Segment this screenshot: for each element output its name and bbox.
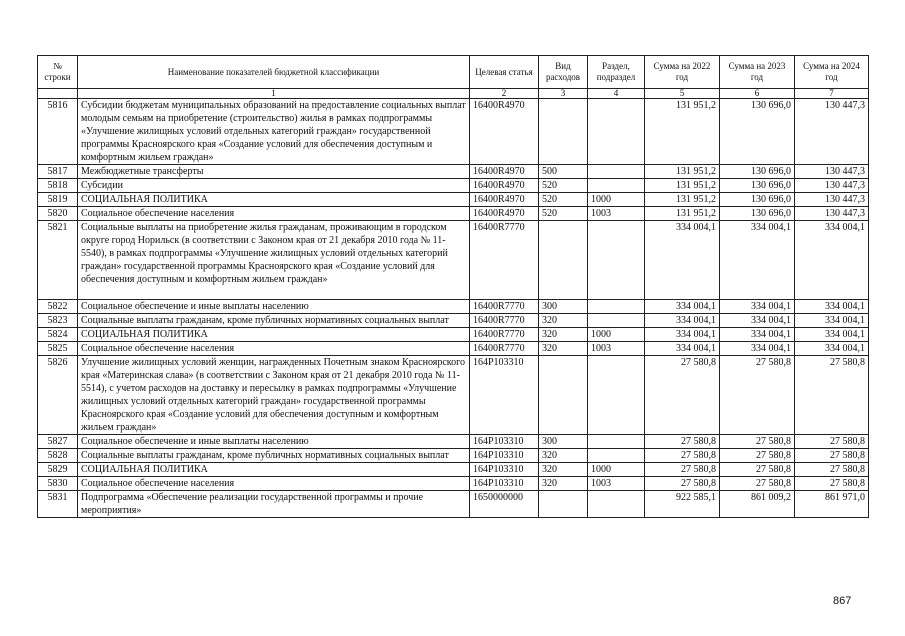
header-target: Целевая статья <box>470 56 539 89</box>
header-sum-2022: Сумма на 2022 год <box>645 56 720 89</box>
row-section <box>588 99 645 165</box>
row-number: 5817 <box>38 165 78 179</box>
table-row <box>38 314 869 328</box>
table-row <box>38 477 869 491</box>
header-name: Наименование показателей бюджетной классификации <box>78 56 470 89</box>
row-sum-2024: 130 447,3 <box>795 179 869 193</box>
row-target-code: 16400R4970 <box>470 193 539 207</box>
header-row-no: № строки <box>38 56 78 89</box>
row-sum-2023: 334 004,1 <box>720 342 795 356</box>
row-sum-2023: 334 004,1 <box>720 314 795 328</box>
row-sum-2023: 334 004,1 <box>720 221 795 300</box>
row-sum-2024: 334 004,1 <box>795 300 869 314</box>
row-sum-2023: 334 004,1 <box>720 300 795 314</box>
row-expense-type: 500 <box>539 165 588 179</box>
row-section <box>588 356 645 435</box>
col-number: 1 <box>78 89 470 99</box>
row-name: Социальное обеспечение населения <box>78 477 470 491</box>
table-row <box>38 99 869 165</box>
row-expense-type: 320 <box>539 477 588 491</box>
row-expense-type: 320 <box>539 463 588 477</box>
table-row <box>38 207 869 221</box>
row-sum-2023: 130 696,0 <box>720 193 795 207</box>
row-number: 5828 <box>38 449 78 463</box>
row-sum-2023: 27 580,8 <box>720 435 795 449</box>
header-section: Раздел, подраздел <box>588 56 645 89</box>
table-row <box>38 221 869 300</box>
col-number <box>38 89 78 99</box>
row-expense-type: 520 <box>539 179 588 193</box>
header-row <box>38 56 869 89</box>
row-expense-type <box>539 491 588 518</box>
table-row <box>38 165 869 179</box>
row-sum-2022: 27 580,8 <box>645 356 720 435</box>
row-section <box>588 179 645 193</box>
row-target-code: 164P103310 <box>470 356 539 435</box>
row-sum-2024: 27 580,8 <box>795 463 869 477</box>
row-section <box>588 165 645 179</box>
row-number: 5827 <box>38 435 78 449</box>
row-number: 5831 <box>38 491 78 518</box>
row-sum-2022: 27 580,8 <box>645 477 720 491</box>
row-expense-type: 320 <box>539 314 588 328</box>
row-number: 5829 <box>38 463 78 477</box>
row-name: Социальное обеспечение и иные выплаты населению <box>78 435 470 449</box>
row-sum-2024: 334 004,1 <box>795 221 869 300</box>
row-sum-2023: 130 696,0 <box>720 165 795 179</box>
table-row <box>38 300 869 314</box>
row-sum-2024: 861 971,0 <box>795 491 869 518</box>
row-expense-type <box>539 356 588 435</box>
row-target-code: 16400R7770 <box>470 221 539 300</box>
row-sum-2022: 334 004,1 <box>645 342 720 356</box>
row-number: 5826 <box>38 356 78 435</box>
row-target-code: 1650000000 <box>470 491 539 518</box>
budget-table <box>37 55 869 518</box>
header-type: Вид расходов <box>539 56 588 89</box>
row-section <box>588 491 645 518</box>
row-sum-2023: 27 580,8 <box>720 449 795 463</box>
row-section <box>588 221 645 300</box>
row-name: Социальное обеспечение и иные выплаты населению <box>78 300 470 314</box>
row-name: СОЦИАЛЬНАЯ ПОЛИТИКА <box>78 463 470 477</box>
row-sum-2022: 334 004,1 <box>645 314 720 328</box>
row-sum-2024: 334 004,1 <box>795 328 869 342</box>
row-sum-2024: 334 004,1 <box>795 342 869 356</box>
table-row <box>38 356 869 435</box>
row-sum-2022: 27 580,8 <box>645 435 720 449</box>
row-number: 5822 <box>38 300 78 314</box>
row-sum-2022: 334 004,1 <box>645 328 720 342</box>
col-number: 3 <box>539 89 588 99</box>
row-section: 1003 <box>588 477 645 491</box>
row-sum-2022: 334 004,1 <box>645 221 720 300</box>
row-sum-2022: 334 004,1 <box>645 300 720 314</box>
row-expense-type: 320 <box>539 342 588 356</box>
col-number: 5 <box>645 89 720 99</box>
row-expense-type: 320 <box>539 328 588 342</box>
row-sum-2022: 131 951,2 <box>645 165 720 179</box>
row-sum-2023: 861 009,2 <box>720 491 795 518</box>
row-target-code: 16400R7770 <box>470 328 539 342</box>
row-expense-type: 520 <box>539 193 588 207</box>
row-number: 5823 <box>38 314 78 328</box>
row-target-code: 16400R4970 <box>470 207 539 221</box>
row-expense-type: 300 <box>539 300 588 314</box>
row-section: 1003 <box>588 342 645 356</box>
col-number: 4 <box>588 89 645 99</box>
row-number: 5821 <box>38 221 78 300</box>
row-name: СОЦИАЛЬНАЯ ПОЛИТИКА <box>78 193 470 207</box>
row-name: Межбюджетные трансферты <box>78 165 470 179</box>
row-target-code: 164P103310 <box>470 435 539 449</box>
row-name: Субсидии бюджетам муниципальных образований на предоставление социальных выплат молодым семьям на приобретение (строительство) жилья в рамках подпрограммы «Улучшение жилищных условий отдельных категорий граждан» государственной программы Красноярского края «Создание условий для обеспечения доступным и комфортным жильем граждан» <box>78 99 470 165</box>
row-target-code: 16400R7770 <box>470 342 539 356</box>
row-number: 5819 <box>38 193 78 207</box>
row-section: 1000 <box>588 328 645 342</box>
table-row <box>38 193 869 207</box>
row-target-code: 164P103310 <box>470 477 539 491</box>
row-number: 5825 <box>38 342 78 356</box>
table-row <box>38 435 869 449</box>
row-target-code: 16400R4970 <box>470 179 539 193</box>
row-target-code: 16400R7770 <box>470 314 539 328</box>
row-sum-2023: 27 580,8 <box>720 477 795 491</box>
row-section <box>588 300 645 314</box>
row-sum-2024: 334 004,1 <box>795 314 869 328</box>
row-section: 1003 <box>588 207 645 221</box>
header-sum-2023: Сумма на 2023 год <box>720 56 795 89</box>
row-sum-2024: 130 447,3 <box>795 207 869 221</box>
row-expense-type <box>539 221 588 300</box>
header-sum-2024: Сумма на 2024 год <box>795 56 869 89</box>
row-sum-2024: 27 580,8 <box>795 449 869 463</box>
table-row <box>38 328 869 342</box>
row-sum-2024: 27 580,8 <box>795 356 869 435</box>
table-row <box>38 463 869 477</box>
row-target-code: 164P103310 <box>470 449 539 463</box>
row-name: Подпрограмма «Обеспечение реализации государственной программы и прочие мероприятия» <box>78 491 470 518</box>
row-target-code: 16400R4970 <box>470 99 539 165</box>
row-section <box>588 449 645 463</box>
table-row <box>38 179 869 193</box>
table-row <box>38 342 869 356</box>
row-sum-2022: 131 951,2 <box>645 179 720 193</box>
table-row <box>38 491 869 518</box>
row-sum-2024: 27 580,8 <box>795 477 869 491</box>
row-expense-type <box>539 99 588 165</box>
row-sum-2024: 130 447,3 <box>795 165 869 179</box>
row-number: 5816 <box>38 99 78 165</box>
row-sum-2023: 334 004,1 <box>720 328 795 342</box>
row-number: 5818 <box>38 179 78 193</box>
row-expense-type: 520 <box>539 207 588 221</box>
row-sum-2024: 27 580,8 <box>795 435 869 449</box>
column-number-row <box>38 89 869 99</box>
row-name: СОЦИАЛЬНАЯ ПОЛИТИКА <box>78 328 470 342</box>
row-section <box>588 314 645 328</box>
row-sum-2022: 27 580,8 <box>645 463 720 477</box>
row-sum-2024: 130 447,3 <box>795 193 869 207</box>
row-section <box>588 435 645 449</box>
row-number: 5830 <box>38 477 78 491</box>
row-name: Социальные выплаты на приобретение жилья гражданам, проживающим в городском округе город Норильск (в соответствии с Законом края от 21 декабря 2010 года № 11-5540), в рамках подпрограммы «Улучшение жилищных условий отдельных категорий граждан» государственной программы Красноярского края «Создание условий для обеспечения доступным и комфортным жильем граждан» <box>78 221 470 300</box>
row-sum-2022: 131 951,2 <box>645 207 720 221</box>
row-sum-2022: 27 580,8 <box>645 449 720 463</box>
row-sum-2023: 130 696,0 <box>720 207 795 221</box>
row-name: Улучшение жилищных условий женщин, награжденных Почетным знаком Красноярского края «Материнская слава» (в соответствии с Законом края от 21 декабря 2010 года № 11-5514), с учетом расходов на доставку и пересылку в рамках подпрограммы «Улучшение жилищных условий отдельных категорий граждан» государственной программы Красноярского края «Создание условий для обеспечения доступным и комфортным жильем граждан» <box>78 356 470 435</box>
col-number: 2 <box>470 89 539 99</box>
row-sum-2022: 922 585,1 <box>645 491 720 518</box>
col-number: 6 <box>720 89 795 99</box>
row-sum-2023: 27 580,8 <box>720 463 795 477</box>
row-sum-2023: 130 696,0 <box>720 179 795 193</box>
row-sum-2023: 130 696,0 <box>720 99 795 165</box>
row-name: Социальные выплаты гражданам, кроме публичных нормативных социальных выплат <box>78 449 470 463</box>
row-name: Субсидии <box>78 179 470 193</box>
page-number: 867 <box>833 595 852 607</box>
row-section: 1000 <box>588 193 645 207</box>
row-number: 5820 <box>38 207 78 221</box>
row-name: Социальные выплаты гражданам, кроме публичных нормативных социальных выплат <box>78 314 470 328</box>
row-section: 1000 <box>588 463 645 477</box>
row-name: Социальное обеспечение населения <box>78 342 470 356</box>
row-target-code: 16400R7770 <box>470 300 539 314</box>
row-sum-2022: 131 951,2 <box>645 193 720 207</box>
row-target-code: 164P103310 <box>470 463 539 477</box>
row-target-code: 16400R4970 <box>470 165 539 179</box>
row-expense-type: 320 <box>539 449 588 463</box>
row-name: Социальное обеспечение населения <box>78 207 470 221</box>
table-row <box>38 449 869 463</box>
row-sum-2024: 130 447,3 <box>795 99 869 165</box>
row-sum-2022: 131 951,2 <box>645 99 720 165</box>
row-number: 5824 <box>38 328 78 342</box>
col-number: 7 <box>795 89 869 99</box>
row-expense-type: 300 <box>539 435 588 449</box>
row-sum-2023: 27 580,8 <box>720 356 795 435</box>
